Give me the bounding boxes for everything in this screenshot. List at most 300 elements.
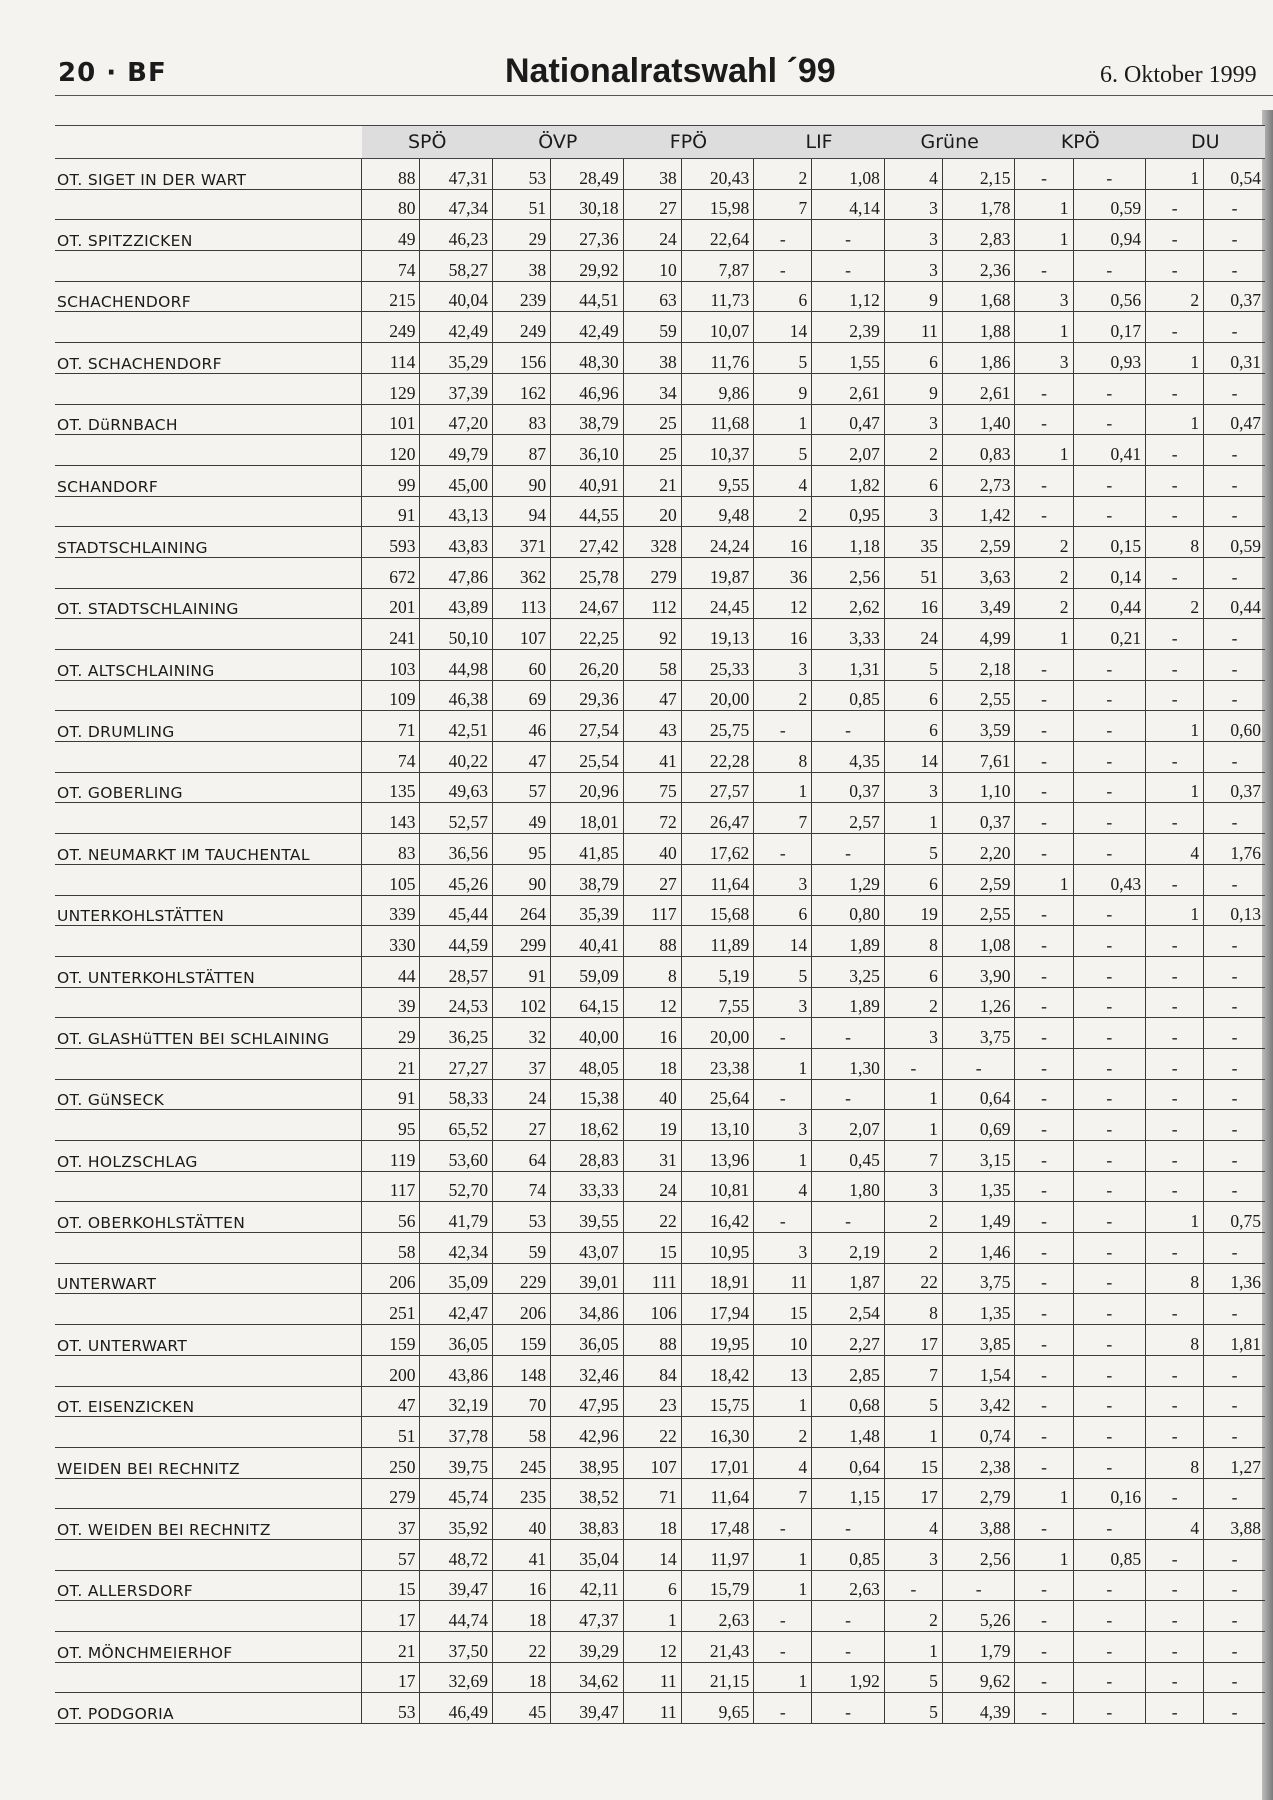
cell-fpoe-pct: 22,28 [681, 742, 754, 773]
cell-fpoe-pct: 22,64 [681, 220, 754, 251]
cell-fpoe-pct: 27,57 [681, 772, 754, 803]
cell-kpoe-votes: 1 [1015, 864, 1073, 895]
table-row [55, 343, 1265, 374]
cell-lif-pct: 0,47 [812, 404, 885, 435]
table-row [55, 465, 1265, 496]
cell-gruene-pct: 2,18 [942, 650, 1015, 681]
cell-lif-pct: 1,30 [812, 1048, 885, 1079]
cell-fpoe-votes: 10 [623, 251, 681, 282]
cell-du-pct: - [1204, 926, 1265, 957]
cell-oevp-votes: 159 [493, 1325, 551, 1356]
cell-oevp-votes: 51 [493, 189, 551, 220]
cell-kpoe-pct: 0,93 [1073, 343, 1146, 374]
cell-kpoe-pct: - [1073, 956, 1146, 987]
cell-gruene-pct: 2,55 [942, 895, 1015, 926]
cell-lif-pct: - [812, 1601, 885, 1632]
cell-fpoe-votes: 111 [623, 1263, 681, 1294]
cell-gruene-pct: 2,73 [942, 465, 1015, 496]
cell-oevp-votes: 95 [493, 834, 551, 865]
cell-oevp-votes: 107 [493, 619, 551, 650]
cell-fpoe-votes: 27 [623, 189, 681, 220]
cell-lif-votes: - [754, 1018, 812, 1049]
cell-du-pct: - [1204, 1110, 1265, 1141]
cell-gruene-votes: 6 [884, 680, 942, 711]
cell-fpoe-pct: 7,87 [681, 251, 754, 282]
cell-oevp-pct: 39,01 [551, 1263, 624, 1294]
cell-oevp-votes: 59 [493, 1233, 551, 1264]
table-row [55, 1539, 1265, 1570]
cell-oevp-pct: 18,01 [551, 803, 624, 834]
cell-spoe-pct: 45,44 [420, 895, 493, 926]
table-row [55, 1202, 1265, 1233]
cell-fpoe-pct: 20,00 [681, 680, 754, 711]
cell-fpoe-pct: 10,81 [681, 1171, 754, 1202]
cell-du-votes: 2 [1146, 281, 1204, 312]
cell-du-pct: - [1204, 435, 1265, 466]
cell-gruene-pct: 1,42 [942, 496, 1015, 527]
cell-fpoe-pct: 11,76 [681, 343, 754, 374]
table-row [55, 159, 1265, 190]
cell-kpoe-votes: - [1015, 1141, 1073, 1172]
header-divider [55, 95, 1273, 96]
cell-gruene-pct: 2,20 [942, 834, 1015, 865]
cell-spoe-votes: 201 [362, 588, 420, 619]
municipality-name: OT. GüNSECK [55, 1079, 362, 1110]
cell-gruene-votes: - [884, 1048, 942, 1079]
cell-du-votes: 4 [1146, 1509, 1204, 1540]
municipality-name [55, 987, 362, 1018]
cell-fpoe-pct: 21,15 [681, 1662, 754, 1693]
cell-oevp-votes: 91 [493, 956, 551, 987]
cell-kpoe-pct: - [1073, 1294, 1146, 1325]
cell-du-votes: 1 [1146, 159, 1204, 190]
page-number: 20 · BF [58, 58, 167, 88]
cell-du-pct: - [1204, 1233, 1265, 1264]
cell-fpoe-votes: 25 [623, 404, 681, 435]
cell-gruene-votes: 7 [884, 1141, 942, 1172]
cell-fpoe-votes: 47 [623, 680, 681, 711]
cell-oevp-votes: 90 [493, 465, 551, 496]
cell-fpoe-votes: 38 [623, 159, 681, 190]
municipality-name [55, 1294, 362, 1325]
cell-gruene-pct: 1,46 [942, 1233, 1015, 1264]
cell-oevp-pct: 35,39 [551, 895, 624, 926]
cell-spoe-pct: 32,19 [420, 1386, 493, 1417]
cell-gruene-votes: 5 [884, 1662, 942, 1693]
cell-kpoe-pct: - [1073, 1233, 1146, 1264]
cell-fpoe-votes: 24 [623, 220, 681, 251]
cell-gruene-pct: 0,74 [942, 1417, 1015, 1448]
cell-spoe-votes: 200 [362, 1355, 420, 1386]
cell-lif-pct: 1,55 [812, 343, 885, 374]
cell-oevp-votes: 37 [493, 1048, 551, 1079]
cell-gruene-votes: 11 [884, 312, 942, 343]
cell-fpoe-votes: 11 [623, 1693, 681, 1724]
cell-du-votes: - [1146, 1355, 1204, 1386]
cell-oevp-votes: 69 [493, 680, 551, 711]
cell-kpoe-pct: - [1073, 1632, 1146, 1663]
municipality-name [55, 189, 362, 220]
cell-gruene-pct: 2,83 [942, 220, 1015, 251]
cell-du-pct: - [1204, 864, 1265, 895]
cell-kpoe-pct: - [1073, 1048, 1146, 1079]
municipality-name: OT. NEUMARKT IM TAUCHENTAL [55, 834, 362, 865]
cell-gruene-votes: 24 [884, 619, 942, 650]
cell-du-pct: - [1204, 1693, 1265, 1724]
cell-lif-votes: - [754, 1693, 812, 1724]
cell-spoe-votes: 250 [362, 1447, 420, 1478]
cell-spoe-pct: 43,89 [420, 588, 493, 619]
cell-fpoe-pct: 23,38 [681, 1048, 754, 1079]
cell-fpoe-pct: 17,94 [681, 1294, 754, 1325]
cell-kpoe-pct: 0,17 [1073, 312, 1146, 343]
cell-spoe-votes: 279 [362, 1478, 420, 1509]
cell-du-votes: - [1146, 803, 1204, 834]
cell-oevp-pct: 43,07 [551, 1233, 624, 1264]
cell-du-votes: - [1146, 864, 1204, 895]
cell-fpoe-votes: 107 [623, 1447, 681, 1478]
cell-oevp-pct: 32,46 [551, 1355, 624, 1386]
cell-du-pct: - [1204, 803, 1265, 834]
table-row [55, 1570, 1265, 1601]
table-row [55, 1417, 1265, 1448]
cell-du-pct: - [1204, 650, 1265, 681]
cell-spoe-pct: 37,50 [420, 1632, 493, 1663]
municipality-name [55, 1110, 362, 1141]
cell-kpoe-votes: - [1015, 1509, 1073, 1540]
cell-fpoe-votes: 31 [623, 1141, 681, 1172]
cell-kpoe-pct: - [1073, 1386, 1146, 1417]
cell-oevp-pct: 29,36 [551, 680, 624, 711]
cell-du-pct: 1,36 [1204, 1263, 1265, 1294]
cell-fpoe-votes: 12 [623, 1632, 681, 1663]
cell-gruene-votes: 17 [884, 1478, 942, 1509]
cell-du-votes: 4 [1146, 834, 1204, 865]
cell-lif-votes: - [754, 711, 812, 742]
table-row [55, 1386, 1265, 1417]
cell-fpoe-votes: 18 [623, 1509, 681, 1540]
cell-oevp-pct: 26,20 [551, 650, 624, 681]
cell-lif-pct: - [812, 1079, 885, 1110]
cell-kpoe-pct: 0,85 [1073, 1539, 1146, 1570]
table-row [55, 619, 1265, 650]
cell-lif-pct: 0,80 [812, 895, 885, 926]
cell-du-pct: 0,37 [1204, 772, 1265, 803]
cell-fpoe-pct: 19,87 [681, 557, 754, 588]
page-title: Nationalratswahl ´99 [505, 52, 836, 90]
municipality-name: OT. SCHACHENDORF [55, 343, 362, 374]
cell-oevp-votes: 41 [493, 1539, 551, 1570]
cell-gruene-pct: 1,68 [942, 281, 1015, 312]
cell-lif-pct: 1,80 [812, 1171, 885, 1202]
party-header-gruene: Grüne [884, 126, 1015, 159]
cell-fpoe-votes: 112 [623, 588, 681, 619]
cell-oevp-votes: 74 [493, 1171, 551, 1202]
cell-kpoe-pct: - [1073, 1601, 1146, 1632]
cell-du-pct: 0,59 [1204, 527, 1265, 558]
cell-du-votes: - [1146, 435, 1204, 466]
cell-lif-pct: 1,92 [812, 1662, 885, 1693]
table-row [55, 1355, 1265, 1386]
cell-gruene-votes: 3 [884, 1171, 942, 1202]
cell-kpoe-pct: - [1073, 926, 1146, 957]
municipality-name: OT. PODGORIA [55, 1693, 362, 1724]
cell-spoe-votes: 105 [362, 864, 420, 895]
cell-fpoe-votes: 43 [623, 711, 681, 742]
cell-fpoe-pct: 26,47 [681, 803, 754, 834]
municipality-name: OT. GOBERLING [55, 772, 362, 803]
cell-du-pct: - [1204, 1294, 1265, 1325]
cell-fpoe-pct: 10,07 [681, 312, 754, 343]
cell-kpoe-pct: 0,21 [1073, 619, 1146, 650]
cell-oevp-votes: 40 [493, 1509, 551, 1540]
cell-gruene-votes: 4 [884, 1509, 942, 1540]
cell-gruene-pct: 2,36 [942, 251, 1015, 282]
party-header-spoe: SPÖ [362, 126, 493, 159]
cell-kpoe-pct: - [1073, 987, 1146, 1018]
cell-gruene-votes: 9 [884, 373, 942, 404]
cell-du-votes: 1 [1146, 895, 1204, 926]
table-row [55, 926, 1265, 957]
party-header-lif: LIF [754, 126, 885, 159]
table-row [55, 772, 1265, 803]
cell-gruene-votes: 19 [884, 895, 942, 926]
cell-spoe-pct: 24,53 [420, 987, 493, 1018]
cell-oevp-pct: 38,79 [551, 864, 624, 895]
cell-du-votes: - [1146, 1570, 1204, 1601]
cell-lif-pct: 1,89 [812, 987, 885, 1018]
cell-oevp-pct: 36,10 [551, 435, 624, 466]
cell-lif-votes: 11 [754, 1263, 812, 1294]
cell-oevp-votes: 27 [493, 1110, 551, 1141]
cell-oevp-votes: 38 [493, 251, 551, 282]
cell-fpoe-pct: 9,55 [681, 465, 754, 496]
municipality-name: OT. WEIDEN BEI RECHNITZ [55, 1509, 362, 1540]
cell-gruene-pct: 1,35 [942, 1171, 1015, 1202]
cell-du-pct: 1,76 [1204, 834, 1265, 865]
cell-fpoe-votes: 34 [623, 373, 681, 404]
cell-lif-votes: 2 [754, 1417, 812, 1448]
cell-kpoe-votes: - [1015, 926, 1073, 957]
cell-spoe-pct: 32,69 [420, 1662, 493, 1693]
cell-oevp-votes: 83 [493, 404, 551, 435]
cell-spoe-pct: 43,86 [420, 1355, 493, 1386]
cell-lif-votes: 7 [754, 189, 812, 220]
municipality-name: OT. DRUMLING [55, 711, 362, 742]
cell-kpoe-pct: - [1073, 1171, 1146, 1202]
cell-fpoe-votes: 92 [623, 619, 681, 650]
cell-lif-votes: 3 [754, 650, 812, 681]
municipality-name [55, 1417, 362, 1448]
cell-kpoe-votes: - [1015, 650, 1073, 681]
cell-kpoe-pct: - [1073, 803, 1146, 834]
cell-fpoe-votes: 1 [623, 1601, 681, 1632]
municipality-name: OT. ALLERSDORF [55, 1570, 362, 1601]
municipality-name: SCHANDORF [55, 465, 362, 496]
cell-du-pct: - [1204, 680, 1265, 711]
cell-oevp-pct: 25,54 [551, 742, 624, 773]
cell-fpoe-votes: 75 [623, 772, 681, 803]
table-row [55, 220, 1265, 251]
cell-spoe-votes: 95 [362, 1110, 420, 1141]
cell-du-pct: 0,75 [1204, 1202, 1265, 1233]
cell-kpoe-pct: 0,59 [1073, 189, 1146, 220]
cell-spoe-votes: 21 [362, 1048, 420, 1079]
cell-lif-votes: 1 [754, 772, 812, 803]
cell-kpoe-votes: - [1015, 373, 1073, 404]
cell-lif-votes: 14 [754, 312, 812, 343]
cell-gruene-pct: 1,86 [942, 343, 1015, 374]
cell-spoe-pct: 47,86 [420, 557, 493, 588]
cell-spoe-votes: 91 [362, 1079, 420, 1110]
cell-spoe-votes: 17 [362, 1662, 420, 1693]
cell-du-pct: - [1204, 1355, 1265, 1386]
cell-lif-votes: - [754, 1632, 812, 1663]
cell-gruene-pct: 0,69 [942, 1110, 1015, 1141]
cell-fpoe-pct: 24,24 [681, 527, 754, 558]
cell-kpoe-pct: 0,15 [1073, 527, 1146, 558]
cell-kpoe-votes: 2 [1015, 588, 1073, 619]
cell-kpoe-votes: 3 [1015, 281, 1073, 312]
table-row [55, 527, 1265, 558]
cell-lif-pct: 3,33 [812, 619, 885, 650]
municipality-name [55, 1478, 362, 1509]
cell-oevp-votes: 58 [493, 1417, 551, 1448]
cell-oevp-pct: 30,18 [551, 189, 624, 220]
party-header-oevp: ÖVP [493, 126, 624, 159]
cell-lif-pct: 3,25 [812, 956, 885, 987]
cell-gruene-votes: 4 [884, 159, 942, 190]
cell-fpoe-votes: 6 [623, 1570, 681, 1601]
cell-fpoe-votes: 15 [623, 1233, 681, 1264]
cell-kpoe-votes: - [1015, 987, 1073, 1018]
cell-du-pct: - [1204, 1386, 1265, 1417]
cell-spoe-votes: 80 [362, 189, 420, 220]
cell-gruene-votes: 7 [884, 1355, 942, 1386]
cell-kpoe-pct: - [1073, 834, 1146, 865]
cell-gruene-votes: 2 [884, 1202, 942, 1233]
table-row [55, 650, 1265, 681]
cell-du-pct: - [1204, 373, 1265, 404]
cell-du-votes: - [1146, 1478, 1204, 1509]
cell-gruene-votes: 6 [884, 956, 942, 987]
table-row [55, 281, 1265, 312]
cell-fpoe-votes: 16 [623, 1018, 681, 1049]
table-row [55, 895, 1265, 926]
cell-lif-pct: 1,15 [812, 1478, 885, 1509]
cell-lif-votes: 1 [754, 1386, 812, 1417]
cell-oevp-votes: 113 [493, 588, 551, 619]
cell-du-votes: 8 [1146, 1263, 1204, 1294]
cell-lif-votes: 2 [754, 680, 812, 711]
municipality-name [55, 1539, 362, 1570]
cell-fpoe-votes: 328 [623, 527, 681, 558]
cell-oevp-votes: 24 [493, 1079, 551, 1110]
cell-lif-pct: - [812, 1202, 885, 1233]
cell-lif-votes: - [754, 251, 812, 282]
cell-oevp-pct: 64,15 [551, 987, 624, 1018]
cell-oevp-votes: 53 [493, 159, 551, 190]
table-row [55, 496, 1265, 527]
table-row [55, 373, 1265, 404]
cell-fpoe-votes: 72 [623, 803, 681, 834]
cell-lif-votes: 4 [754, 465, 812, 496]
cell-lif-votes: - [754, 1509, 812, 1540]
cell-gruene-pct: 3,49 [942, 588, 1015, 619]
cell-du-pct: - [1204, 1141, 1265, 1172]
cell-du-pct: - [1204, 619, 1265, 650]
cell-du-pct: - [1204, 1539, 1265, 1570]
cell-lif-pct: 1,29 [812, 864, 885, 895]
cell-gruene-pct: 2,59 [942, 527, 1015, 558]
cell-lif-pct: 0,85 [812, 1539, 885, 1570]
cell-gruene-pct: 1,49 [942, 1202, 1015, 1233]
cell-kpoe-votes: - [1015, 465, 1073, 496]
cell-lif-votes: 4 [754, 1447, 812, 1478]
cell-oevp-votes: 64 [493, 1141, 551, 1172]
cell-fpoe-pct: 18,42 [681, 1355, 754, 1386]
cell-kpoe-votes: - [1015, 1018, 1073, 1049]
cell-du-pct: 1,81 [1204, 1325, 1265, 1356]
cell-gruene-pct: 7,61 [942, 742, 1015, 773]
cell-kpoe-votes: - [1015, 742, 1073, 773]
cell-fpoe-votes: 18 [623, 1048, 681, 1079]
cell-du-votes: - [1146, 1386, 1204, 1417]
cell-oevp-votes: 371 [493, 527, 551, 558]
cell-spoe-pct: 46,38 [420, 680, 493, 711]
cell-spoe-pct: 42,51 [420, 711, 493, 742]
municipality-name [55, 680, 362, 711]
cell-lif-pct: 2,39 [812, 312, 885, 343]
cell-du-pct: - [1204, 1662, 1265, 1693]
cell-kpoe-pct: - [1073, 373, 1146, 404]
cell-gruene-pct: 3,90 [942, 956, 1015, 987]
cell-gruene-votes: 3 [884, 251, 942, 282]
cell-fpoe-pct: 13,96 [681, 1141, 754, 1172]
cell-spoe-pct: 27,27 [420, 1048, 493, 1079]
cell-du-votes: - [1146, 987, 1204, 1018]
table-row [55, 557, 1265, 588]
cell-spoe-votes: 53 [362, 1693, 420, 1724]
cell-spoe-pct: 49,63 [420, 772, 493, 803]
cell-lif-votes: 10 [754, 1325, 812, 1356]
cell-du-pct: - [1204, 312, 1265, 343]
cell-fpoe-votes: 59 [623, 312, 681, 343]
cell-gruene-votes: 22 [884, 1263, 942, 1294]
municipality-name [55, 864, 362, 895]
cell-lif-votes: - [754, 834, 812, 865]
cell-spoe-pct: 50,10 [420, 619, 493, 650]
cell-kpoe-pct: - [1073, 1141, 1146, 1172]
cell-fpoe-pct: 17,48 [681, 1509, 754, 1540]
cell-oevp-pct: 34,62 [551, 1662, 624, 1693]
cell-fpoe-pct: 11,64 [681, 864, 754, 895]
cell-lif-pct: 1,87 [812, 1263, 885, 1294]
cell-kpoe-votes: 1 [1015, 619, 1073, 650]
table-row [55, 1632, 1265, 1663]
cell-spoe-pct: 52,57 [420, 803, 493, 834]
cell-lif-votes: 6 [754, 895, 812, 926]
cell-spoe-votes: 57 [362, 1539, 420, 1570]
cell-oevp-votes: 264 [493, 895, 551, 926]
cell-du-pct: - [1204, 465, 1265, 496]
cell-gruene-votes: 3 [884, 1018, 942, 1049]
cell-spoe-pct: 43,83 [420, 527, 493, 558]
cell-kpoe-votes: - [1015, 404, 1073, 435]
cell-spoe-votes: 101 [362, 404, 420, 435]
cell-spoe-votes: 71 [362, 711, 420, 742]
cell-spoe-votes: 251 [362, 1294, 420, 1325]
